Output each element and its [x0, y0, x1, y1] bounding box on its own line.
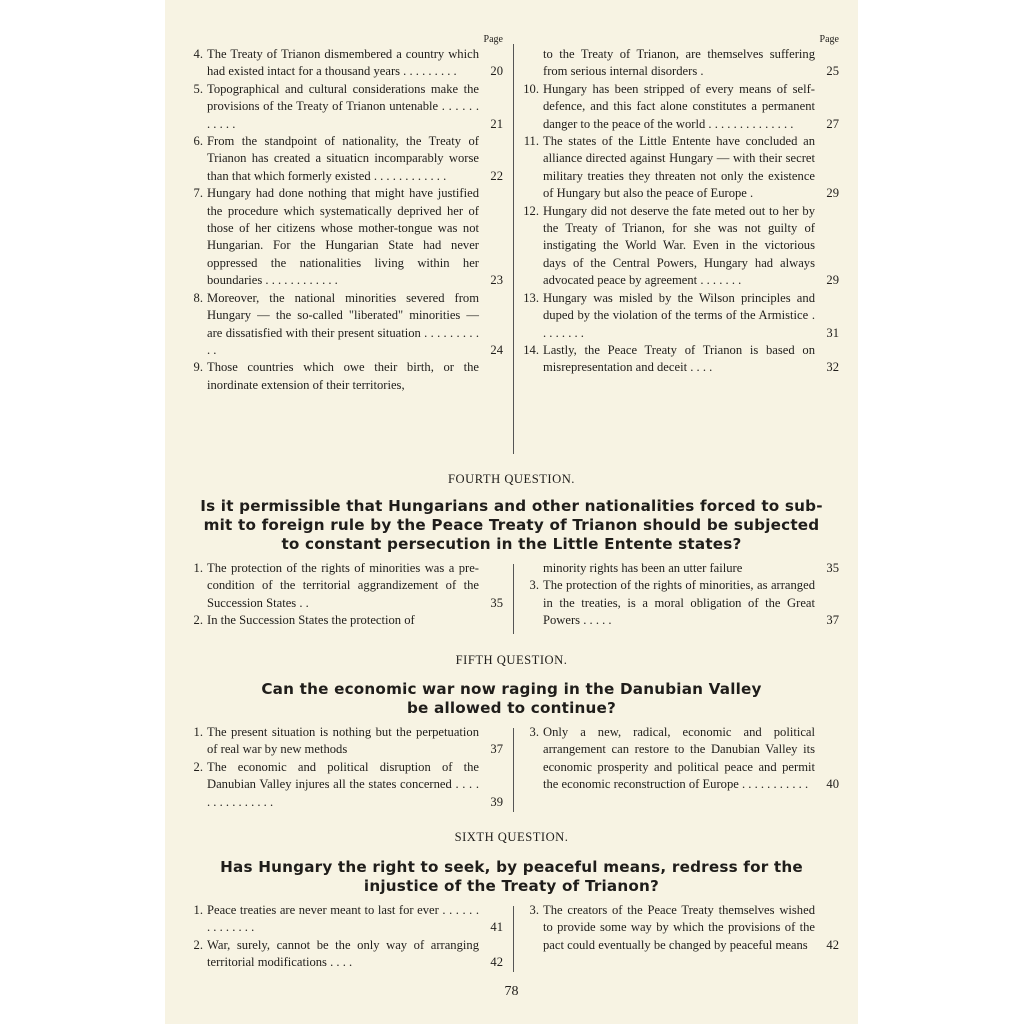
- item-text: The Treaty of Trianon dismembered a country which had existed intact for a thousand years . . . . . . . . .: [207, 47, 479, 79]
- list-item: [185, 560, 503, 612]
- top-left-column: [185, 34, 503, 394]
- item-text: Topographical and cultural considerations make the provisions of the Treaty of Trianon untenable . . . . . . . . . . .: [207, 81, 479, 131]
- list-item: [185, 185, 503, 289]
- list-item: [521, 342, 839, 377]
- list-item: [185, 612, 503, 629]
- item-page: 35: [490, 595, 503, 610]
- item-text: minority rights has been an utter failure: [543, 561, 743, 575]
- item-text: The economic and political disruption of the Danubian Valley injures all the states concerned . . . . . . . . . . . . . . .: [207, 759, 479, 809]
- fifth-question-title: [165, 680, 858, 718]
- item-number: 13.: [523, 290, 539, 305]
- list-item: [185, 759, 503, 811]
- item-page: 40: [826, 777, 839, 792]
- item-number: 1.: [193, 561, 203, 575]
- item-page: 37: [490, 742, 503, 757]
- item-page: 22: [490, 168, 503, 183]
- list-item: [185, 46, 503, 81]
- item-page: 32: [826, 360, 839, 375]
- fourth-question-title: [165, 497, 858, 554]
- fifth-right-column: [521, 724, 839, 794]
- item-number: 5.: [193, 81, 203, 96]
- item-text: The protection of the rights of minorities was a pre-condition of the territorial aggrandizement of the Succession States . .: [207, 561, 479, 610]
- item-page: 25: [826, 64, 839, 79]
- list-item: [185, 359, 503, 394]
- item-number: 1.: [193, 903, 203, 917]
- item-text: Only a new, radical, economic and political arrangement can restore to the Danubian Valley its economic prosperity and political peace and permit the economic reconstruction of Europe . . . . . . . . . . .: [543, 725, 815, 792]
- column-divider: [513, 44, 514, 454]
- book-page: [165, 0, 858, 1024]
- item-page: 42: [826, 937, 839, 952]
- title-line: mit to foreign rule by the Peace Treaty of Trianon should be subjected: [203, 516, 820, 534]
- item-page: 24: [490, 342, 503, 357]
- title-line: Has Hungary the right to seek, by peaceful means, redress for the: [220, 858, 803, 876]
- item-page: 27: [826, 116, 839, 131]
- list-item: [521, 724, 839, 794]
- list-item: [521, 290, 839, 342]
- fourth-question-label: FOURTH QUESTION.: [448, 472, 575, 486]
- item-text: The creators of the Peace Treaty themselves wished to provide some way by which the provisions of the pact could eventually be changed by peaceful means: [543, 903, 815, 952]
- title-line: injustice of the Treaty of Trianon?: [363, 877, 660, 895]
- item-text: Hungary has been stripped of every means of self-defence, and this fact alone constitutes a permanent danger to the peace of the world . . . . . . . . . . . . . .: [543, 81, 815, 131]
- title-line: be allowed to continue?: [406, 699, 617, 717]
- item-number: 11.: [523, 134, 539, 149]
- column-divider: [513, 728, 514, 812]
- column-divider: [513, 906, 514, 972]
- list-item: [185, 902, 503, 937]
- item-page: 41: [490, 920, 503, 935]
- list-item: [521, 203, 839, 290]
- item-text: The protection of the rights of minorities, as arranged in the treaties, is a moral obligation of the Great Powers . . . . .: [543, 578, 815, 628]
- item-number: 2.: [193, 613, 203, 628]
- list-item: [521, 902, 839, 954]
- item-page: 29: [826, 186, 839, 201]
- item-number: 10.: [523, 81, 539, 96]
- top-right-column: [521, 34, 839, 377]
- list-item: [521, 81, 839, 133]
- list-item: [185, 81, 503, 133]
- item-page: 31: [826, 325, 839, 340]
- sixth-right-column: [521, 902, 839, 954]
- item-page: 23: [490, 273, 503, 288]
- item-number: 14.: [523, 342, 539, 357]
- item-number: 6.: [193, 134, 203, 149]
- item-number: 8.: [193, 290, 203, 305]
- item-page: 20: [490, 64, 503, 79]
- item-number: 9.: [193, 360, 203, 375]
- item-text: Those countries which owe their birth, or the inordinate extension of their territories,: [207, 360, 479, 392]
- item-number: 3.: [529, 725, 539, 739]
- list-item: [185, 937, 503, 972]
- fourth-right-column: [521, 560, 839, 630]
- list-item: [521, 46, 839, 81]
- page-number: 78: [504, 984, 519, 999]
- item-text: In the Succession States the protection of: [207, 613, 415, 628]
- list-item: [521, 560, 839, 577]
- item-page: 35: [826, 561, 839, 575]
- sixth-question-label: SIXTH QUESTION.: [454, 830, 569, 844]
- fifth-left-column: [185, 724, 503, 811]
- list-item: [185, 290, 503, 360]
- title-line: Can the economic war now raging in the Danubian Valley: [261, 680, 762, 698]
- list-item: [521, 133, 839, 203]
- item-text: Lastly, the Peace Treaty of Trianon is based on misrepresentation and deceit . . . .: [543, 342, 815, 375]
- item-page: 39: [490, 794, 503, 809]
- item-number: 7.: [193, 186, 203, 201]
- item-text: Hungary did not deserve the fate meted out to her by the Treaty of Trianon, for she was not guilty of instigating the World War. Even in the victorious days of the Central Powers, Hungary had always advocated peace by agreement . . . . . . .: [543, 203, 815, 288]
- item-text: Moreover, the national minorities severed from Hungary — the so-called "liberated" minorities — are dissatisfied with their present situation . . . . . . . . . . .: [207, 290, 479, 357]
- list-item: [521, 577, 839, 629]
- item-number: 4.: [193, 47, 203, 61]
- item-page: 21: [490, 116, 503, 131]
- list-item: [185, 133, 503, 185]
- item-page: 42: [490, 955, 503, 970]
- item-number: 3.: [529, 578, 539, 593]
- item-number: 3.: [529, 903, 539, 917]
- sixth-left-column: [185, 902, 503, 972]
- item-text: Hungary was misled by the Wilson principles and duped by the violation of the terms of the Armistice . . . . . . . .: [543, 290, 815, 340]
- item-text: From the standpoint of nationality, the Treaty of Trianon has created a situaticn incomparably worse than that which formerly existed . . . . . . . . . . . .: [207, 134, 479, 183]
- list-item: [185, 724, 503, 759]
- item-text: The present situation is nothing but the perpetuation of real war by new methods: [207, 725, 479, 757]
- page-column-header: Page: [819, 34, 839, 45]
- item-text: War, surely, cannot be the only way of arranging territorial modifications . . . .: [207, 937, 479, 970]
- item-text: The states of the Little Entente have concluded an alliance directed against Hungary — with their secret military treaties they threaten not only the existence of Hungary but also the peace of Europe .: [543, 134, 815, 201]
- page-column-header: Page: [483, 34, 503, 45]
- item-page: 29: [826, 273, 839, 288]
- item-number: 12.: [523, 203, 539, 218]
- title-line: Is it permissible that Hungarians and other nationalities forced to sub-: [200, 497, 823, 515]
- item-text: to the Treaty of Trianon, are themselves suffering from serious internal disorders .: [543, 47, 815, 79]
- fourth-left-column: [185, 560, 503, 630]
- item-text: Hungary had done nothing that might have justified the procedure which systematically deprived her of those of her citizens whose mother-tongue was not Hungarian. For the Hungarian State had never oppressed the nationalities living within her boundaries . . . . . . . . . . . .: [207, 186, 479, 288]
- column-divider: [513, 564, 514, 634]
- item-number: 1.: [193, 725, 203, 739]
- item-number: 2.: [193, 937, 203, 952]
- sixth-question-title: [165, 858, 858, 896]
- item-page: 37: [826, 613, 839, 628]
- title-line: to constant persecution in the Little Entente states?: [281, 535, 742, 553]
- fifth-question-label: FIFTH QUESTION.: [455, 653, 568, 667]
- item-number: 2.: [193, 759, 203, 774]
- item-text: Peace treaties are never meant to last for ever . . . . . . . . . . . . . .: [207, 903, 479, 935]
